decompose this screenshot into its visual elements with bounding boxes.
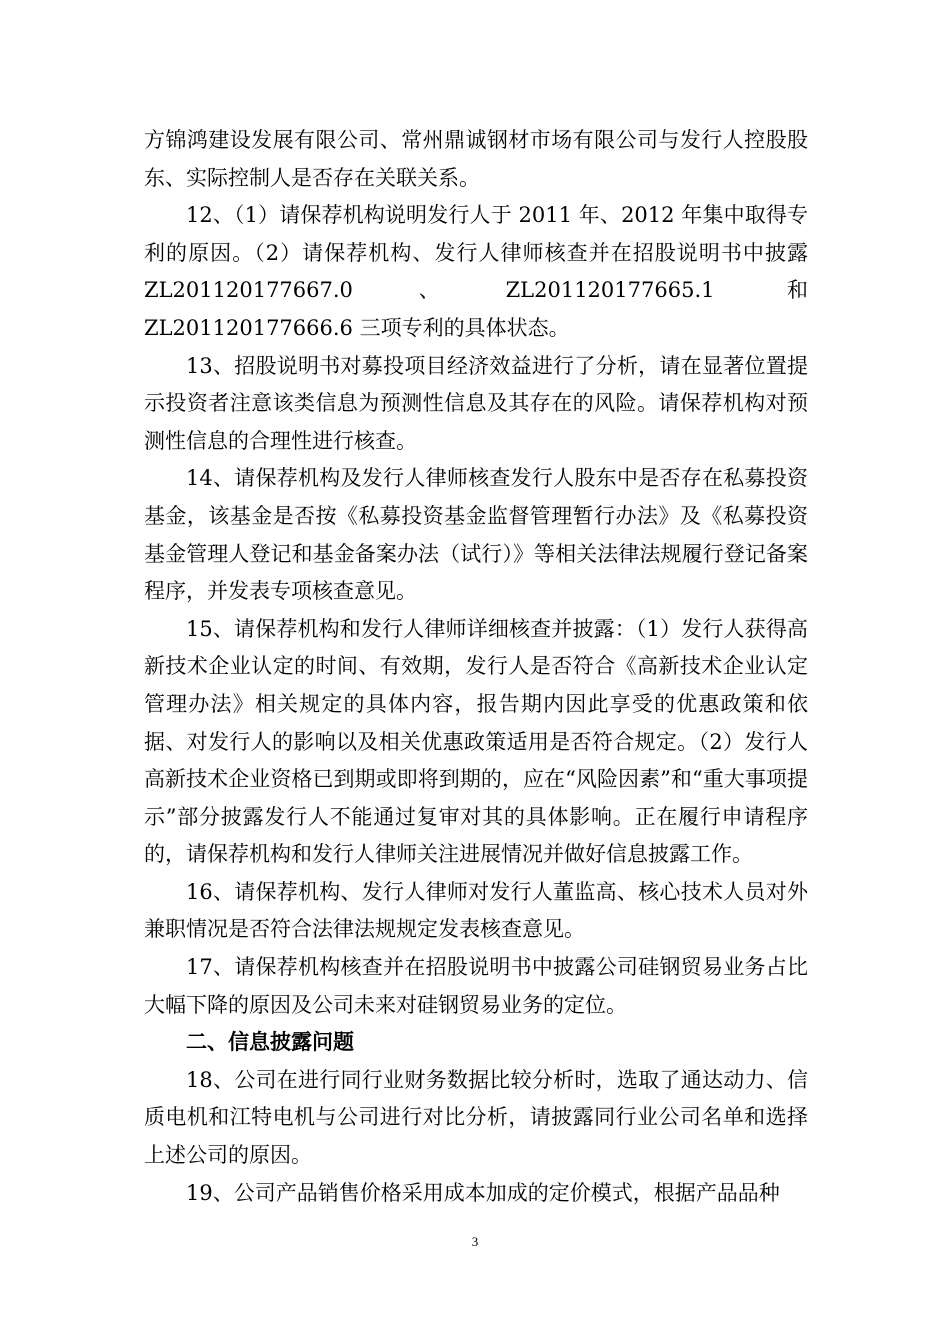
section-heading: 二、信息披露问题 <box>186 1030 354 1055</box>
paragraph-item-17: 17、请保荐机构核查并在招股说明书中披露公司硅钢贸易业务占比大幅下降的原因及公司未来对硅钢贸易业务的定位。 <box>144 955 808 1017</box>
paragraph-item-19: 19、公司产品销售价格采用成本加成的定价模式，根据产品品种 <box>186 1180 780 1205</box>
page-number: 3 <box>471 1234 479 1249</box>
paragraph-item-18: 18、公司在进行同行业财务数据比较分析时，选取了通达动力、信质电机和江特电机与公司进行对比分析，请披露同行业公司名单和选择上述公司的原因。 <box>144 1067 808 1168</box>
document-body <box>144 122 808 1212</box>
paragraph-item-16: 16、请保荐机构、发行人律师对发行人董监高、核心技术人员对外兼职情况是否符合法律法规规定发表核查意见。 <box>144 879 808 942</box>
paragraph-item-15: 15、请保荐机构和发行人律师详细核查并披露：（1）发行人获得高新技术企业认定的时间、有效期，发行人是否符合《高新技术企业认定管理办法》相关规定的具体内容，报告期内因此享受的优惠政策和依据、对发行人的影响以及相关优惠政策适用是否符合规定。（2）发行人高新技术企业资格已到期或即将到期的，应在“风险因素”和“重大事项提示”部分披露发行人不能通过复审对其的具体影响。正在履行申请程序的，请保荐机构和发行人律师关注进展情况并做好信息披露工作。 <box>144 616 808 867</box>
paragraph-item-12: 12、（1）请保荐机构说明发行人于 2011 年、2012 年集中取得专利的原因。（2）请保荐机构、发行人律师核查并在招股说明书中披露 ZL201120177667.0、ZL201120177665.1 和 ZL201120177666.6 三项专利的具体状态。 <box>144 203 808 340</box>
paragraph-item-14: 14、请保荐机构及发行人律师核查发行人股东中是否存在私募投资基金，该基金是否按《私募投资基金监督管理暂行办法》及《私募投资基金管理人登记和基金备案办法（试行）》等相关法律法规履行登记备案程序，并发表专项核查意见。 <box>144 466 808 604</box>
paragraph-related-party: 方锦鸿建设发展有限公司、常州鼎诚钢材市场有限公司与发行人控股股东、实际控制人是否存在关联关系。 <box>144 128 808 190</box>
paragraph-item-13: 13、招股说明书对募投项目经济效益进行了分析，请在显著位置提示投资者注意该类信息为预测性信息及其存在的风险。请保荐机构对预测性信息的合理性进行核查。 <box>144 353 808 453</box>
